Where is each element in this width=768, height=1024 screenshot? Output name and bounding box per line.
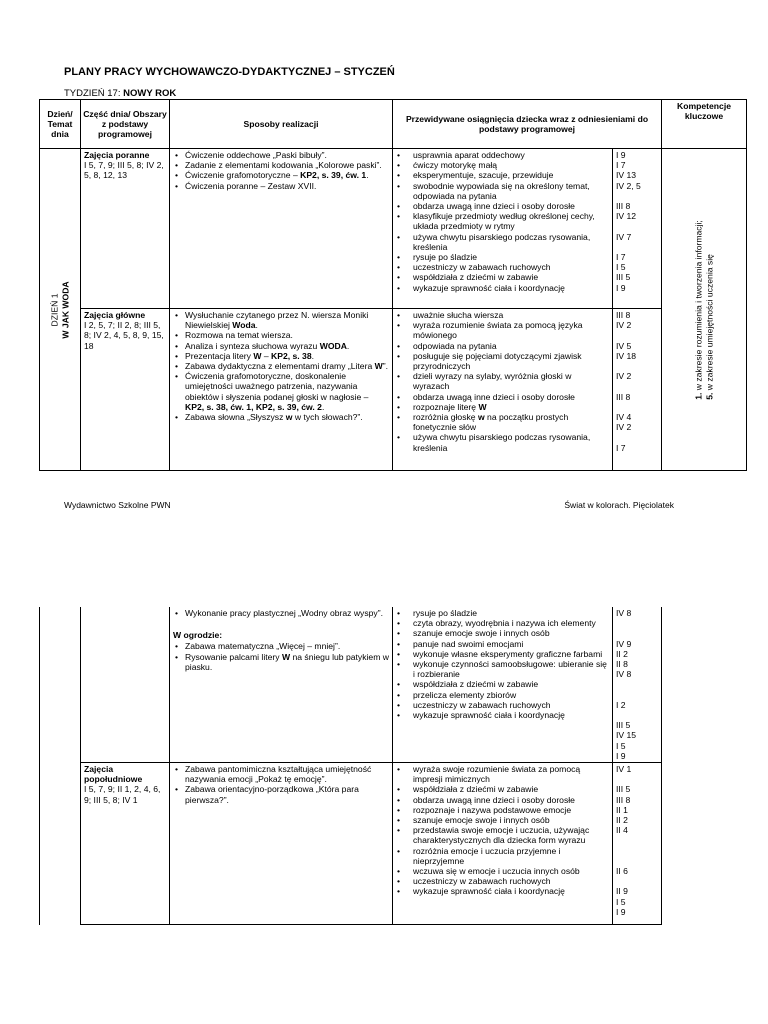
code-item [616,381,658,391]
code-item: III 8 [616,391,631,402]
list-item: • wczuwa się w emocje i uczucia innych osób [396,866,609,876]
code-item [616,846,658,856]
list-item [173,652,389,672]
list-item [396,412,609,432]
list-item: • eksperymentuje, szacuje, przewiduje [396,170,609,180]
code-item: I 9 [616,282,626,293]
day-title: W JAK WODA [60,280,70,339]
competence-1-text: w zakresie rozumienia i tworzenia informacji; [693,219,704,393]
afternoon-codes: I 5, 7, 9; II 1, 2, 4, 6, 9; III 5, 8; IV 1 [84,784,161,805]
plan-table-page-2 [39,607,747,925]
code-item: IV 18 [616,350,637,361]
header-outcomes: Przewidywane osiągnięcia dziecka wraz z odniesieniami do podstawy programowej [393,100,662,149]
text-run: Zabawa matematyczna „Więcej – mniej”. [185,641,341,652]
code-item [616,628,658,638]
main-title: Zajęcia główne [84,310,146,320]
header-part: Część dnia/ Obszary z podstawy programowej [81,100,170,149]
text-run: Wykonanie pracy plastycznej „Wodny obraz wyspy”. [185,608,383,618]
text-run: . [311,350,314,361]
week-line [64,88,176,99]
garden-heading: W ogrodzie: [173,630,223,641]
list-item: • używa chwytu pisarskiego podczas rysowania, kreślenia [396,432,609,452]
morning-codes-cell [613,149,662,309]
list-item [173,361,389,371]
text-run: Zabawa dydaktyczna z elementami dramy „Litera [185,361,375,372]
text-run: Ćwiczenie oddechowe „Paski bibuły”. [185,150,327,160]
list-item: • współdziała z dziećmi w zabawie [396,784,609,794]
text-run: – [261,350,271,361]
morning-title: Zajęcia poranne [84,150,150,160]
list-item: • rysuje po śladzie [396,252,609,262]
list-item [396,402,609,412]
page-title: PLANY PRACY WYCHOWAWCZO-DYDAKTYCZNEJ – STYCZEŃ [64,66,395,78]
list-item: • posługuje się pojęciami dotyczącymi zjawisk przyrodniczych [396,351,609,371]
week-name: NOWY ROK [123,88,177,99]
code-item: I 9 [616,750,626,761]
code-item: I 5 [616,896,626,907]
list-item: • uczestniczy w zabawach ruchowych [396,262,609,272]
list-item: • rysuje po śladzie [396,608,609,618]
main-cont-methods-cell [170,607,393,763]
day-label: DZIEŃ 1 [49,293,60,326]
code-item [616,191,658,201]
code-item [616,402,658,412]
code-item: IV 4 [616,412,632,423]
list-item [173,412,389,422]
bold-run: WODA [319,340,347,351]
code-item [616,361,658,371]
footer-publisher: Wydawnictwo Szkolne PWN [64,500,171,510]
main-cont-outcomes-list [396,608,609,720]
afternoon-outcomes-cell [393,763,613,925]
main-part-cell-continued [81,607,170,763]
code-item: IV 13 [616,170,637,181]
code-item [616,679,658,689]
list-item: • swobodnie wypowiada się na określony temat, odpowiada na pytania [396,181,609,201]
outcome-text: rozróżnia głoskę [413,412,478,423]
code-item: I 5 [616,262,626,273]
bold-run: w [285,412,293,423]
morning-outcomes-cell [393,149,613,309]
code-item: IV 5 [616,340,632,351]
code-item: IV 15 [616,730,637,741]
list-item: • współdziała z dziećmi w zabawie [396,272,609,282]
code-item [616,774,658,784]
text-run: Analiza i synteza słuchowa wyrazu [185,340,320,351]
code-item: II 8 [616,659,628,670]
competences-rotated-text [694,220,715,400]
code-item: I 7 [616,160,626,171]
afternoon-methods-list [173,764,389,805]
code-item: II 9 [616,886,628,897]
list-item: • ćwiczy motorykę małą [396,160,609,170]
text-run: Ćwiczenia grafomotoryczne, doskonalenie umiejętności uważnego patrzenia, nazywania obiektów i słyszenia podanej głoski w nagłosie – [185,371,369,402]
text-run: Zabawa pantomimiczna kształtująca umiejętność nazywania emocji „Pokaż tę emocję”. [185,764,372,785]
main-outcomes-list [396,310,609,453]
afternoon-outcomes-list [396,764,609,897]
list-item [173,351,389,361]
list-item [173,160,389,170]
text-run: Rysowanie palcami litery [185,651,282,662]
morning-codes-list [616,150,658,293]
list-item [173,181,389,191]
text-run: na śniegu lub patykiem w piasku. [185,651,389,672]
main-methods-cell [170,309,393,471]
code-item [616,856,658,866]
list-item: • wyraża swoje rozumienie świata za pomocą impresji mimicznych [396,764,609,784]
competence-1-number: 1. [693,392,704,400]
morning-part-cell [81,149,170,309]
code-item: III 5 [616,784,631,795]
code-item: IV 2, 5 [616,180,641,191]
list-item [173,330,389,340]
main-cont-outcomes-cell [393,607,613,763]
list-item: • rozróżnia emocje i uczucia przyjemne i nieprzyjemne [396,846,609,866]
code-item: IV 2 [616,371,632,382]
afternoon-title: Zajęcia popołudniowe [84,764,143,785]
code-item: III 8 [616,794,631,805]
code-item: IV 1 [616,764,632,775]
code-item: I 7 [616,442,626,453]
day-cell-continued [40,607,81,925]
bold-run: W [253,350,262,361]
text-run: Prezentacja litery [185,350,254,361]
competences-cell [662,149,747,471]
bold-run: KP2, s. 38 [271,350,312,361]
list-item: • wykazuje sprawność ciała i koordynację [396,710,609,720]
list-item: • przelicza elementy zbiorów [396,690,609,700]
text-run: ”. [382,361,388,372]
list-item: • dzieli wyrazy na sylaby, wyróżnia głoski w wyrazach [396,371,609,391]
list-item [173,170,389,180]
list-item: • klasyfikuje przedmioty według określonej cechy, układa przedmioty w rytmy [396,211,609,231]
header-methods: Sposoby realizacji [170,100,393,149]
list-item: • wykonuje własne eksperymenty graficzne farbami [396,649,609,659]
list-item: • wykonuje czynności samoobsługowe: ubieranie się i rozbieranie [396,659,609,679]
code-item: II 2 [616,815,628,826]
list-item [173,764,389,784]
list-item: • szanuje emocje swoje i innych osób [396,628,609,638]
list-item [173,371,389,412]
text-run: Zabawa orientacyjno-porządkowa „Która para pierwsza?”. [185,784,359,805]
list-item [173,150,389,160]
text-run: . [346,340,350,351]
morning-codes: I 5, 7, 9; III 5, 8; IV 2, 5, 8, 12, 13 [84,160,164,181]
competences-cell-continued [662,607,747,925]
bold-run: KP2, s. 39, ćw. 1 [300,170,367,181]
list-item [173,310,389,330]
code-item: IV 2 [616,422,632,433]
afternoon-methods-cell [170,763,393,925]
afternoon-part-cell [81,763,170,925]
text-run: w tych słowach?”. [292,412,363,423]
bold-run: KP2, s. 38, ćw. 1, KP2, s. 39, ćw. 2 [185,401,322,412]
text-run: Zadanie z elementami kodowania „Kolorowe paski”. [185,160,382,171]
main-methods-list [173,310,389,422]
week-label: TYDZIEŃ 17: [64,88,121,99]
code-item [616,330,658,340]
code-item: I 5 [616,740,626,751]
list-item: • uczestniczy w zabawach ruchowych [396,700,609,710]
text-run: . [321,401,325,412]
morning-methods-list [173,150,389,191]
list-item: • obdarza uwagą inne dzieci i osoby dorosłe [396,392,609,402]
main-outcomes-cell [393,309,613,471]
afternoon-codes-list [616,764,658,917]
list-item: • przedstawia swoje emocje i uczucia, używając charakterystycznych dla dziecka form wyrazu [396,825,609,845]
list-item: • wyraża rozumienie świata za pomocą języka mówionego [396,320,609,340]
text-run: Wysłuchanie czytanego przez N. wiersza Moniki Niewielskiej [185,310,369,331]
list-item [173,341,389,351]
bold-run: Woda [232,320,256,331]
list-item [173,608,389,618]
outcome-letter: w [477,412,485,423]
morning-methods-cell [170,149,393,309]
outcome-letter: W [478,401,487,412]
list-item: • panuje nad swoimi emocjami [396,639,609,649]
main-cont-methods-list [173,608,389,618]
list-item: • wykazuje sprawność ciała i koordynację [396,283,609,293]
list-item [173,641,389,651]
list-item: • wykazuje sprawność ciała i koordynację [396,886,609,896]
list-item: • odpowiada na pytania [396,341,609,351]
morning-outcomes-list [396,150,609,293]
code-item: I 9 [616,906,626,917]
main-codes: I 2, 5, 7; II 2, 8; III 5, 8; IV 2, 4, 5, 8, 9, 15, 18 [84,320,164,351]
day-rotated-label [50,281,71,338]
bold-run: W [281,651,291,662]
code-item: IV 8 [616,669,632,680]
code-item [616,432,658,442]
list-item: • czyta obrazy, wyodrębnia i nazywa ich elementy [396,618,609,628]
code-item: IV 9 [616,638,632,649]
code-item [616,710,658,720]
plan-table-page-1 [39,99,747,471]
list-item [173,784,389,804]
header-day: Dzień/ Temat dnia [40,100,81,149]
main-codes-cell [613,309,662,471]
text-run: . [366,170,369,181]
code-item: IV 12 [616,211,637,222]
main-cont-codes-list [616,608,658,761]
list-item: • szanuje emocje swoje i innych osób [396,815,609,825]
code-item [616,835,658,845]
text-run: Ćwiczenie grafomotoryczne – [185,170,301,181]
code-item: I 2 [616,699,626,710]
list-item: • rozpoznaje i nazywa podstawowe emocje [396,805,609,815]
code-item: I 9 [616,150,626,160]
code-item [616,876,658,886]
code-item: II 6 [616,866,628,877]
code-item: III 5 [616,720,631,731]
code-item: IV 7 [616,231,632,242]
code-item [616,690,658,700]
main-part-cell [81,309,170,471]
list-item: • używa chwytu pisarskiego podczas rysowania, kreślenia [396,232,609,252]
code-item: II 2 [616,648,628,659]
list-item: • obdarza uwagą inne dzieci i osoby dorosłe [396,201,609,211]
code-item [616,618,658,628]
text-run: Ćwiczenia poranne – Zestaw XVII. [185,180,317,191]
day-cell [40,149,81,471]
main-cont-codes-cell [613,607,662,763]
footer-series: Świat w kolorach. Pięciolatek [564,500,674,510]
code-item: III 5 [616,272,631,283]
text-run: . [255,320,258,331]
text-run: Rozmowa na temat wiersza. [185,330,293,341]
afternoon-codes-cell [613,763,662,925]
code-item [616,221,658,231]
code-item: II 1 [616,804,628,815]
code-item [616,242,658,252]
code-item: I 7 [616,252,626,263]
list-item: • usprawnia aparat oddechowy [396,150,609,160]
competence-5-text: w zakresie umiejętności uczenia się [704,253,715,393]
outcome-text: rozpoznaje literę [413,401,479,412]
code-item: IV 8 [616,608,632,618]
outcome-text-tail: na początku prostych fonetycznie słów [413,412,569,433]
competence-5-number: 5. [704,392,715,400]
list-item: • uczestniczy w zabawach ruchowych [396,876,609,886]
text-run: Zabawa słowna „Słyszysz [185,412,286,423]
list-item: • współdziała z dziećmi w zabawie [396,679,609,689]
bold-run: W [374,361,383,372]
code-item: III 8 [616,310,631,320]
header-competences: Kompetencje kluczowe [662,100,747,149]
code-item: III 8 [616,201,631,212]
list-item: • uważnie słucha wiersza [396,310,609,320]
garden-methods-list [173,641,389,672]
code-item: IV 2 [616,320,632,331]
main-codes-list [616,310,658,453]
list-item: • obdarza uwagą inne dzieci i osoby dorosłe [396,795,609,805]
code-item: II 4 [616,825,628,836]
